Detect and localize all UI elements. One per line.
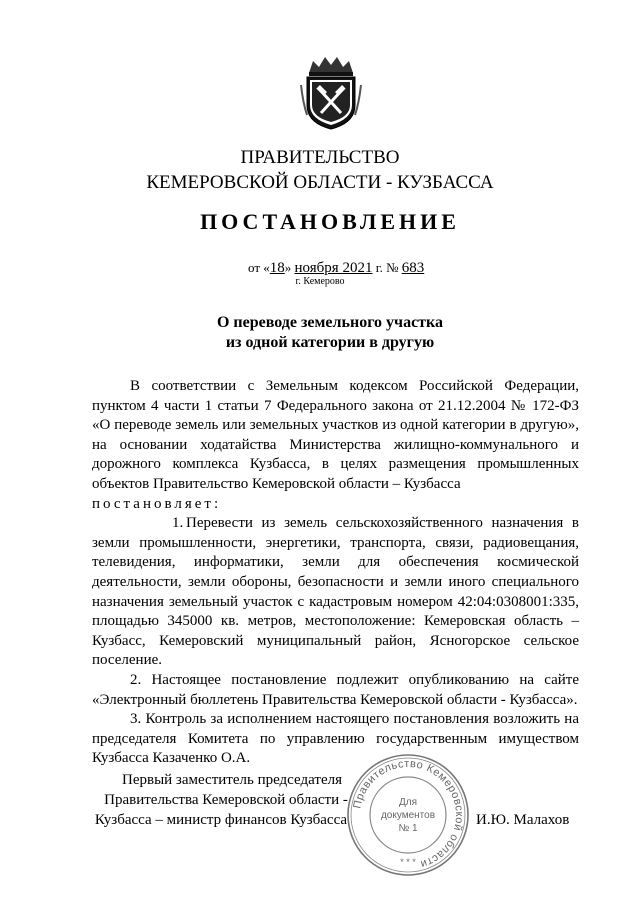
stamp-center-line2: документов bbox=[380, 810, 436, 821]
document-number: 683 bbox=[401, 260, 425, 276]
preamble-paragraph: В соответствии с Земельным кодексом Российской Федерации, пунктом 4 части 1 статьи 7 Федерального закона от 21.12.2004 № 172-ФЗ «О переводе земель или земельных участков из одной категории в другую», на основании ходатайства Министерства жилищно-коммунального и дорожного комплекса Кузбасса, в целях размещения промышленных объектов Правительство Кемеровской области – Кузбасса bbox=[92, 378, 579, 492]
item-1-number: 1. bbox=[172, 515, 184, 532]
date-day: 18 bbox=[269, 260, 285, 276]
coat-of-arms-emblem bbox=[299, 55, 363, 131]
signer-position-line2: Правительства Кемеровской области - bbox=[104, 792, 348, 808]
date-mid: » bbox=[284, 260, 292, 275]
government-name-line2: КЕМЕРОВСКОЙ ОБЛАСТИ - КУЗБАССА bbox=[146, 172, 494, 193]
signer-name: И.Ю. Малахов bbox=[476, 812, 570, 828]
item-2-paragraph: 2. Настоящее постановление подлежит опубликованию на сайте «Электронный бюллетень Правительства Кемеровской области - Кузбасса». bbox=[92, 671, 579, 708]
document-type-title: ПОСТАНОВЛЕНИЕ bbox=[200, 209, 460, 234]
signer-position-line1: Первый заместитель председателя bbox=[122, 772, 342, 788]
item-1-paragraph bbox=[92, 514, 579, 671]
date-prefix: от « bbox=[248, 260, 270, 275]
resolves-word: постановляет: bbox=[92, 495, 222, 512]
stamp-ring-text: Правительство Кемеровской области bbox=[351, 757, 466, 871]
date-month-year: ноября 2021 bbox=[294, 260, 373, 276]
signer-position-line3: Кузбасса – министр финансов Кузбасса bbox=[94, 812, 348, 828]
date-number-line bbox=[248, 260, 424, 276]
item-1-text: Перевести из земель сельскохозяйственного назначения в земли промышленности, энергетики, транспорта, связи, радиовещания, телевидения, информатики, земли для обеспечения космической деятельности, земли обороны, безопасности и земли иного специального назначения земельный участок с кадастровым номером 42:04:0308001:335, площадью 345000 кв. метров, местоположение: Кемеровская область – Кузбасс, Кемеровский муниципальный район, Ясногорское сельское поселение. bbox=[92, 515, 579, 669]
stamp-center-line3: № 1 bbox=[398, 823, 418, 834]
stamp-center-line1: Для bbox=[398, 797, 418, 808]
stamp-stars: * * * bbox=[400, 857, 416, 867]
official-stamp bbox=[346, 753, 470, 877]
city-name: г. Кемерово bbox=[295, 276, 345, 287]
subject-line2: из одной категории в другую bbox=[225, 334, 435, 351]
government-name-line1: ПРАВИТЕЛЬСТВО bbox=[240, 147, 400, 168]
subject-line1: О переводе земельного участка bbox=[216, 314, 444, 331]
number-prefix: № bbox=[386, 260, 399, 275]
date-suffix: г. bbox=[375, 260, 383, 275]
item-3-paragraph: 3. Контроль за исполнением настоящего постановления возложить на председателя Комитета по управлению государственным имуществом Кузбасса Казаченко О.А. bbox=[92, 711, 579, 767]
document-body bbox=[92, 377, 579, 769]
